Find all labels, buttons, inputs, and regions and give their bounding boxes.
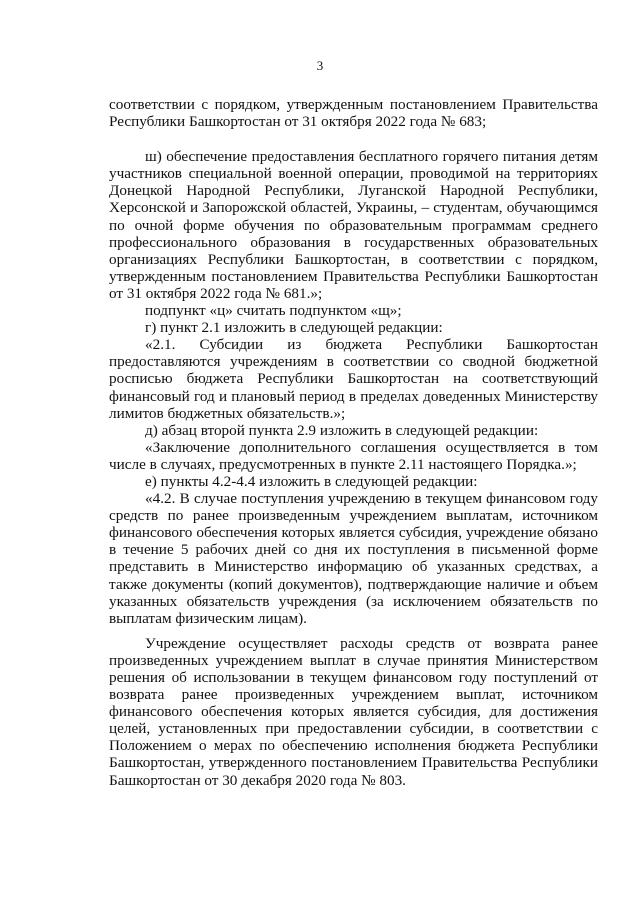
paragraph-item-e: е) пункты 4.2-4.4 изложить в следующей редакции: (145, 472, 478, 490)
paragraph-subpoint-rename: подпункт «ц» считать подпунктом «щ»; (145, 302, 402, 320)
document-body (109, 96, 598, 789)
paragraph-continuation: соответствии с порядком, утвержденным постановлением Правительства Республики Башкортостан от 31 октября 2022 года № 683; (109, 96, 598, 131)
paragraph-clause-2-1: «2.1. Субсидии из бюджета Республики Башкортостан предоставляются учреждениям в соответствии со сводной бюджетной росписью бюджета Республики Башкортостан на соответствующий финансовый год и плановый период в пределах доведенных Министерству лимитов бюджетных обязательств.»; (109, 336, 598, 422)
paragraph-clause-2-9: «Заключение дополнительного соглашения осуществляется в том числе в случаях, предусмотренных в пункте 2.11 настоящего Порядка.»; (109, 438, 598, 473)
paragraph-item-sh: ш) обеспечение предоставления бесплатного горячего питания детям участников специальной военной операции, проводимой на территориях Донецкой Народной Республики, Луганской Народной Республики, Херсонской и Запорожской областей, Украины, – студентам, обучающимся по очной форме обучения по образовательным программам среднего профессионального образования в государственных образовательных организациях Республики Башкортостан, в соответствии с порядком, утвержденным постановлением Правительства Республики Башкортостан от 31 октября 2022 года № 681.»; (109, 148, 598, 302)
paragraph-item-g: г) пункт 2.1 изложить в следующей редакции: (145, 319, 443, 337)
paragraph-expenditure: Учреждение осуществляет расходы средств от возврата ранее произведенных учреждением выплат в случае принятия Министерством решения об использовании в текущем финансовом году поступлений от возврата ранее произведенных учреждением выплат, источником финансового обеспечения которых является субсидия, для достижения целей, установленных при предоставлении субсидии, в соответствии с Положением о мерах по обеспечению исполнения бюджета Республики Башкортостан, утвержденного постановлением Правительства Республики Башкортостан от 30 декабря 2020 года № 803. (109, 634, 598, 789)
page-number: 3 (316, 58, 324, 73)
paragraph-item-d: д) абзац второй пункта 2.9 изложить в следующей редакции: (145, 421, 539, 439)
paragraph-clause-4-2: «4.2. В случае поступления учреждению в текущем финансовом году средств по ранее произведенным учреждением выплатам, источником финансового обеспечения которых является субсидия, учреждение обязано в течение 5 рабочих дней со дня их поступления в письменной форме представить в Министерство информацию об указанных средствах, а также документы (копий документов), подтверждающие наличие и объем указанных обязательств учреждения (за исключением обязательств по выплатам физическим лицам). (109, 490, 598, 627)
